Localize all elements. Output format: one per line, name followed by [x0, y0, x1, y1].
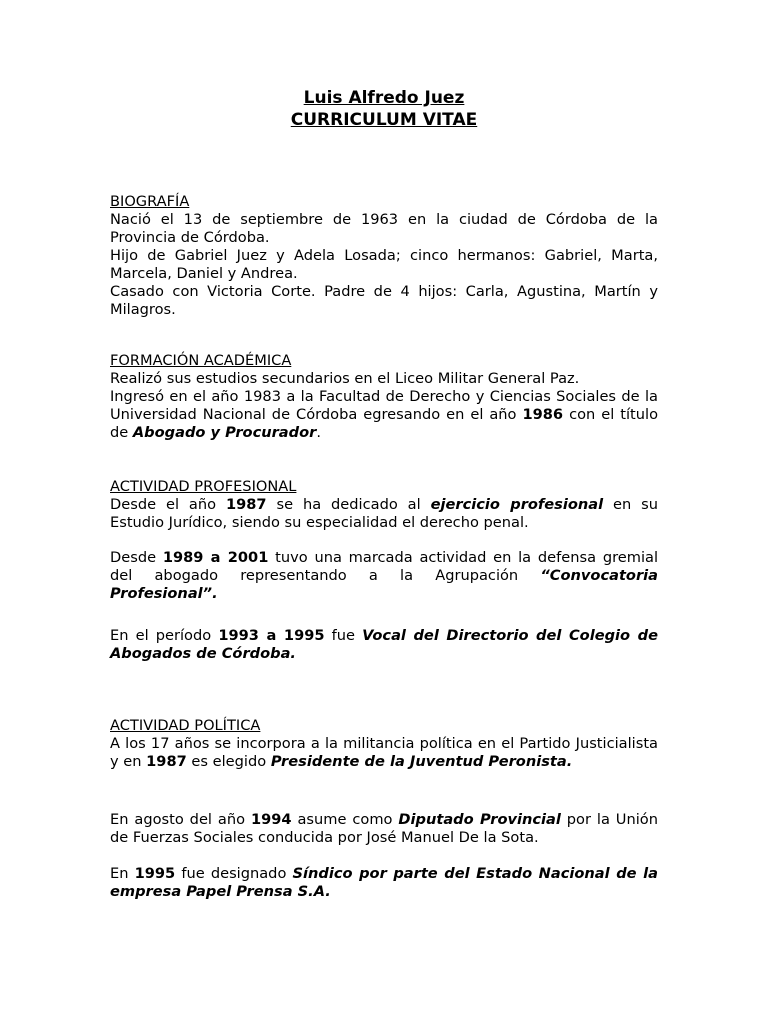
- cv-name: Luis Alfredo Juez: [303, 88, 465, 108]
- cv-title: CURRICULUM VITAE: [290, 110, 478, 130]
- profesional-gremial: Desde 1989 a 2001 tuvo una marcada actividad en la defensa gremial del abogado representando a la Agrupación “Convocatoria Profesional”.: [110, 549, 659, 602]
- section-biografia: [110, 193, 658, 319]
- section-heading-politica: ACTIVIDAD POLÍTICA: [110, 717, 261, 734]
- section-politica: [110, 717, 658, 771]
- biografia-birth: Nació el 13 de septiembre de 1963 en la ciudad de Córdoba de la Provincia de Córdoba.: [110, 211, 658, 246]
- section-formacion: [110, 352, 658, 442]
- profesional-colegio: En el período 1993 a 1995 fue Vocal del Directorio del Colegio de Abogados de Córdoba.: [110, 627, 658, 662]
- section-profesional: [110, 478, 658, 532]
- formacion-secondary: Realizó sus estudios secundarios en el Liceo Militar General Paz.: [110, 370, 580, 387]
- politica-diputado: En agosto del año 1994 asume como Diputado Provincial por la Unión de Fuerzas Sociales conducida por José Manuel De la Sota.: [110, 811, 658, 846]
- politica-militancia: A los 17 años se incorpora a la militancia política en el Partido Justicialista y en 1987 es elegido Presidente de la Juventud Peronista.: [110, 735, 658, 770]
- politica-sindico: En 1995 fue designado Síndico por parte del Estado Nacional de la empresa Papel Prensa S.A.: [110, 865, 658, 900]
- section-heading-profesional: ACTIVIDAD PROFESIONAL: [110, 478, 297, 495]
- profesional-estudio: Desde el año 1987 se ha dedicado al ejercicio profesional en su Estudio Jurídico, siendo su especialidad el derecho penal.: [110, 496, 659, 531]
- formacion-university: Ingresó en el año 1983 a la Facultad de Derecho y Ciencias Sociales de la Universidad Nacional de Córdoba egresando en el año 1986 con el título de Abogado y Procurador.: [110, 388, 658, 441]
- section-heading-biografia: BIOGRAFÍA: [110, 193, 190, 210]
- biografia-marriage: Casado con Victoria Corte. Padre de 4 hijos: Carla, Agustina, Martín y Milagros.: [110, 283, 658, 318]
- section-heading-formacion: FORMACIÓN ACADÉMICA: [110, 352, 292, 369]
- biografia-family: Hijo de Gabriel Juez y Adela Losada; cinco hermanos: Gabriel, Marta, Marcela, Daniel y Andrea.: [110, 247, 658, 282]
